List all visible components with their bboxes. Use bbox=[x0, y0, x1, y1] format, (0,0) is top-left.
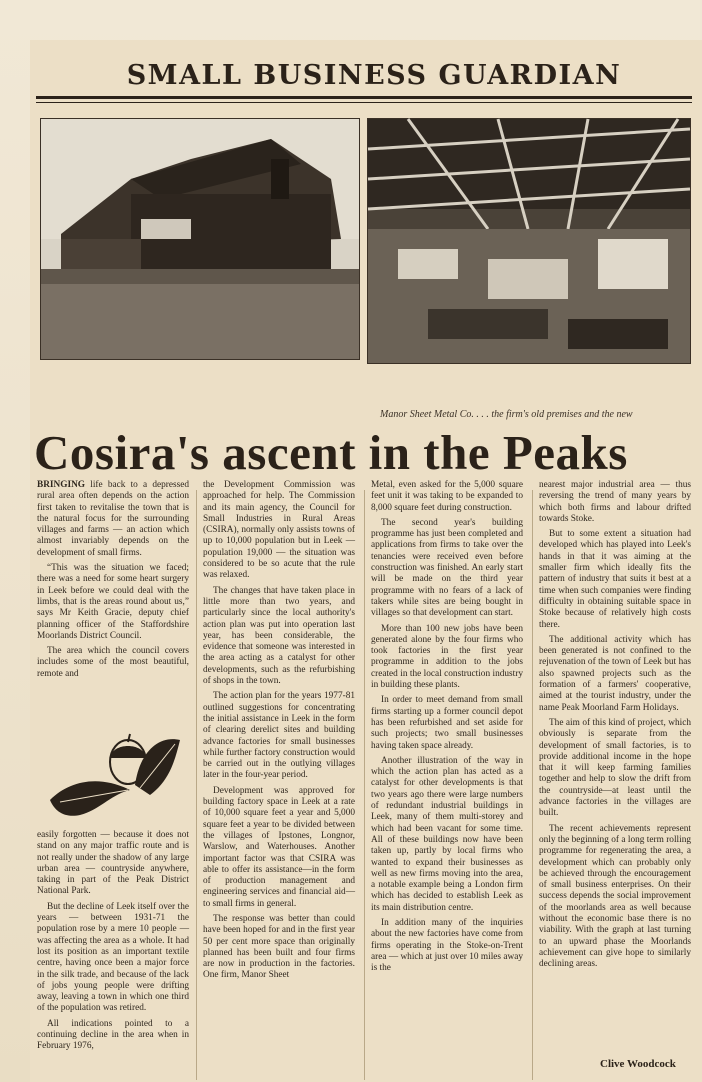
paragraph: The second year's building programme has just been completed and applications from firms to take over the tenancies were received even before construction was finished. An early start will be made on the third year programme with no fears of a lack of takers while sites are being bought in villages so that development can start. bbox=[371, 517, 523, 619]
paragraph: The changes that have taken place in little more than two years, and particularly since the local authority's action plan was put into operation last year, has been considerable, the evidence that someone was interested in the area acting as a catalyst for other developments, such as the refurbishing of shops in the town. bbox=[203, 585, 355, 687]
paragraph-text: life back to a depressed rural area often depends on the action first taken to revitalise the town that is the natural focus for the surrounding villages and farms — an action which almost invariably depends on the development of small firms. bbox=[37, 480, 189, 558]
paragraph: nearest major industrial area — thus reversing the trend of many years by which both firms and labour drifted towards Stoke. bbox=[539, 480, 691, 524]
byline: Clive Woodcock bbox=[600, 1058, 676, 1070]
paragraph: The area which the council covers includes some of the most beautiful, remote and bbox=[37, 646, 189, 679]
column-1-continuation bbox=[37, 830, 189, 1057]
paragraph: Development was approved for building factory space in Leek at a rate of 10,000 square feet a year and 5,000 square feet a year to be divided between the villages of Ipstones, Longnor, Warslow, and Waterhouses. Another important factor was that CSIRA was able to offer its assistance—in the form of production management and engineering services and financial aid—to small firms in general. bbox=[203, 785, 355, 909]
paragraph: easily forgotten — because it does not stand on any major traffic route and is not really under the shadow of any large urban area — countryside anywhere, taking in part of the Peak District National Park. bbox=[37, 830, 189, 897]
paragraph: “This was the situation we faced; there was a need for some heart surgery in Leek before we could deal with the limbs, that is the areas round about us,” says Mr Keith Gracie, deputy chief planning officer of the Staffordshire Moorlands District Council. bbox=[37, 563, 189, 641]
photo-caption: Manor Sheet Metal Co. . . . the firm's old premises and the new bbox=[380, 409, 633, 420]
masthead: SMALL BUSINESS GUARDIAN bbox=[126, 60, 622, 91]
photo-old-premises bbox=[40, 118, 360, 360]
masthead-rule bbox=[36, 96, 692, 99]
column-divider bbox=[364, 490, 365, 1080]
headline: Cosira's ascent in the Peaks bbox=[34, 425, 628, 480]
drop-lead: BRINGING bbox=[37, 480, 86, 490]
paragraph: In addition many of the inquiries about the new factories have come from firms operating in the Stoke-on-Trent area — which at just over 10 miles away is the bbox=[371, 917, 523, 974]
photo-new-factory bbox=[367, 118, 691, 364]
paragraph: But the decline of Leek itself over the years — between 1931-71 the population rose by a mere 10 people — was affecting the area as a whole. It had lost its position as an important textile centre, having once been a major force in the silk trade, and because of the lack of jobs young people were drifting away, leaving a town in which one third of the population was retired. bbox=[37, 901, 189, 1014]
acorn-leaf-illustration bbox=[40, 730, 190, 830]
paragraph: The additional activity which has been generated is not confined to the rejuvenation of the town of Leek but has also spawned projects such as the formation of a farmers' cooperative, aimed at the tourist industry, under the name Peak Moorland Farm Holidays. bbox=[539, 634, 691, 713]
paragraph: But to some extent a situation had developed which has played into Leek's hands in that it was aiming at the smaller firm which ideally fits the pattern of industry that suits it best at a time when such companies were finding difficulty in obtaining suitable space in Stoke because of relatively high costs there. bbox=[539, 529, 691, 630]
masthead-rule-thin bbox=[36, 102, 692, 103]
article-column-3 bbox=[371, 480, 523, 1076]
paragraph: The aim of this kind of project, which obviously is separate from the development of small factories, is to provide additional income in the hope that it will keep farming families together and help to slow the drift from the countryside—at least until the advance factories in the villages are built. bbox=[539, 717, 691, 819]
paragraph: Metal, even asked for the 5,000 square feet unit it was taking to be expanded to 8,000 square feet during construction. bbox=[371, 480, 523, 513]
column-divider bbox=[196, 490, 197, 1080]
newspaper-clipping bbox=[30, 40, 702, 1082]
paragraph: All indications pointed to a continuing decline in the area when in February 1976, bbox=[37, 1018, 189, 1052]
paragraph: Another illustration of the way in which the action plan has acted as a catalyst for other developments is that two years ago there were large numbers of redundant industrial buildings in Leek, many of them multi-storey and which had been vacant for some time. All of these buildings now have been taken up, partly by local firms who wanted to expand their businesses as well as new firms moving into the area, a notable example being a London firm which has decided to establish Leek as its main distribution centre. bbox=[371, 755, 523, 913]
paragraph: the Development Commission was approached for help. The Commission and its main agency, the Council for Small Industries in Rural Areas (CSIRA), normally only assists towns of up to 10,000 population but in Leek — population 19,000 — the situation was considered to be so acute that the rule was relaxed. bbox=[203, 480, 355, 581]
paragraph: The action plan for the years 1977-81 outlined suggestions for concentrating the initial assistance in Leek in the form of clearing derelict sites and building advance factories for small businesses while further factory construction would be carried out in the outlying villages later in the four-year period. bbox=[203, 691, 355, 781]
paragraph: In order to meet demand from small firms starting up a former council depot has been refurbished and set aside for such projects; two small businesses having taken space already. bbox=[371, 695, 523, 751]
article-column-2 bbox=[203, 480, 355, 1080]
paragraph: More than 100 new jobs have been generated alone by the four firms who took factories in the first year programme in addition to the jobs created in the local construction industry in building these plants. bbox=[371, 623, 523, 691]
paragraph: The recent achievements represent only the beginning of a long term rolling programme for regenerating the area, a development which can probably only be achieved through the encouragement of small business enterprises. On their success depends the social improvement of the moorlands area as well because without the economic base there is no viability. With the graph at last turning to an upward phase the Moorlands achievement can give hope to similarly declining areas. bbox=[539, 823, 691, 970]
column-divider bbox=[532, 490, 533, 1080]
paragraph: The response was better than could have been hoped for and in the first year 50 per cent more space than originally planned has been built and four firms are now in production in the factories. One firm, Manor Sheet bbox=[203, 913, 355, 981]
article-column-4 bbox=[539, 480, 691, 1080]
paragraph bbox=[37, 480, 189, 559]
